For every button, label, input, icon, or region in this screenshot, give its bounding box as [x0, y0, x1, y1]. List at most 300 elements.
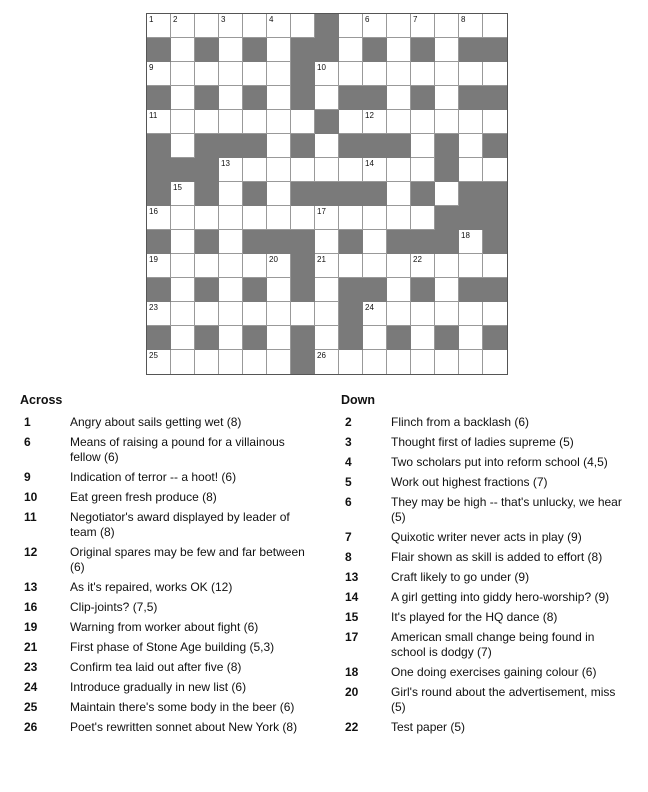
- black-square: [315, 14, 339, 38]
- down-heading: Down: [341, 393, 376, 407]
- clue-text: It's played for the HQ dance (8): [391, 610, 558, 624]
- black-square: [291, 254, 315, 278]
- clue-number: 24: [365, 303, 374, 312]
- down-clue-7[interactable]: [341, 530, 631, 545]
- grid-cell[interactable]: [387, 62, 411, 86]
- clue-text: Negotiator's award displayed by leader of team (8): [70, 510, 290, 539]
- grid-cell[interactable]: [219, 62, 243, 86]
- down-clue-8[interactable]: [341, 550, 631, 565]
- down-clue-5[interactable]: [341, 475, 631, 490]
- across-clue-6[interactable]: [20, 435, 316, 465]
- grid-cell[interactable]: [219, 230, 243, 254]
- grid-cell[interactable]: [267, 38, 291, 62]
- grid-cell[interactable]: [363, 230, 387, 254]
- black-square: [243, 86, 267, 110]
- grid-cell[interactable]: [147, 254, 171, 278]
- down-clue-18[interactable]: [341, 665, 631, 680]
- grid-cell[interactable]: [171, 278, 195, 302]
- grid-cell[interactable]: [171, 302, 195, 326]
- grid-cell[interactable]: [459, 110, 483, 134]
- grid-cell[interactable]: [363, 14, 387, 38]
- clue-number-label: 7: [345, 530, 352, 544]
- grid-cell[interactable]: [291, 302, 315, 326]
- grid-cell[interactable]: [387, 38, 411, 62]
- across-clue-25[interactable]: [20, 700, 316, 715]
- grid-cell[interactable]: [219, 350, 243, 374]
- clue-number: 16: [149, 207, 158, 216]
- black-square: [483, 206, 507, 230]
- grid-cell[interactable]: [435, 38, 459, 62]
- grid-cell[interactable]: [483, 62, 507, 86]
- grid-cell[interactable]: [435, 278, 459, 302]
- black-square: [195, 86, 219, 110]
- black-square: [483, 230, 507, 254]
- grid-cell[interactable]: [267, 182, 291, 206]
- grid-cell[interactable]: [339, 14, 363, 38]
- grid-cell[interactable]: [267, 350, 291, 374]
- grid-cell[interactable]: [219, 14, 243, 38]
- grid-cell[interactable]: [171, 14, 195, 38]
- black-square: [195, 278, 219, 302]
- grid-cell[interactable]: [267, 326, 291, 350]
- grid-cell[interactable]: [315, 62, 339, 86]
- grid-cell[interactable]: [339, 38, 363, 62]
- grid-cell[interactable]: [459, 158, 483, 182]
- grid-cell[interactable]: [411, 134, 435, 158]
- grid-cell[interactable]: [243, 254, 267, 278]
- grid-cell[interactable]: [243, 62, 267, 86]
- grid-cell[interactable]: [411, 110, 435, 134]
- grid-cell[interactable]: [411, 62, 435, 86]
- across-clue-21[interactable]: [20, 640, 316, 655]
- clue-text: Poet's rewritten sonnet about New York (8): [70, 720, 298, 734]
- grid-cell[interactable]: [171, 182, 195, 206]
- grid-cell[interactable]: [339, 206, 363, 230]
- clue-number-label: 2: [345, 415, 352, 429]
- clue-number-label: 11: [24, 510, 37, 524]
- black-square: [339, 182, 363, 206]
- grid-cell[interactable]: [147, 110, 171, 134]
- black-square: [147, 182, 171, 206]
- grid-cell[interactable]: [483, 14, 507, 38]
- across-clue-26[interactable]: [20, 720, 316, 735]
- clue-number-label: 16: [24, 600, 38, 614]
- grid-cell[interactable]: [291, 206, 315, 230]
- grid-cell[interactable]: [267, 110, 291, 134]
- grid-cell[interactable]: [483, 254, 507, 278]
- grid-cell[interactable]: [243, 14, 267, 38]
- across-clue-12[interactable]: [20, 545, 316, 575]
- clue-number: 13: [221, 159, 230, 168]
- grid-cell[interactable]: [243, 302, 267, 326]
- clue-number-label: 5: [345, 475, 352, 489]
- clue-text: Flair shown as skill is added to effort (8): [391, 550, 603, 564]
- grid-cell[interactable]: [219, 86, 243, 110]
- clue-text: Maintain there's some body in the beer (6): [70, 700, 295, 714]
- grid-cell[interactable]: [483, 110, 507, 134]
- grid-cell[interactable]: [411, 350, 435, 374]
- across-clue-1[interactable]: [20, 415, 316, 430]
- grid-cell[interactable]: [483, 302, 507, 326]
- grid-cell[interactable]: [219, 110, 243, 134]
- grid-cell[interactable]: [363, 206, 387, 230]
- grid-cell[interactable]: [195, 206, 219, 230]
- black-square: [291, 230, 315, 254]
- grid-cell[interactable]: [459, 62, 483, 86]
- grid-cell[interactable]: [315, 86, 339, 110]
- grid-cell[interactable]: [267, 278, 291, 302]
- grid-cell[interactable]: [219, 278, 243, 302]
- grid-cell[interactable]: [171, 254, 195, 278]
- grid-cell[interactable]: [387, 110, 411, 134]
- black-square: [195, 230, 219, 254]
- grid-cell[interactable]: [435, 14, 459, 38]
- black-square: [459, 278, 483, 302]
- black-square: [195, 134, 219, 158]
- clue-text: Craft likely to go under (9): [391, 570, 530, 584]
- black-square: [483, 326, 507, 350]
- black-square: [291, 278, 315, 302]
- grid-cell[interactable]: [483, 350, 507, 374]
- grid-cell[interactable]: [339, 350, 363, 374]
- black-square: [243, 326, 267, 350]
- black-square: [387, 230, 411, 254]
- grid-cell[interactable]: [267, 254, 291, 278]
- grid-cell[interactable]: [219, 302, 243, 326]
- black-square: [363, 278, 387, 302]
- grid-cell[interactable]: [147, 302, 171, 326]
- clue-text: Original spares may be few and far between (6): [70, 545, 305, 574]
- grid-cell[interactable]: [315, 254, 339, 278]
- across-clue-10[interactable]: [20, 490, 316, 505]
- grid-cell[interactable]: [459, 134, 483, 158]
- clue-number-label: 13: [24, 580, 38, 594]
- black-square: [267, 230, 291, 254]
- clue-number: 15: [173, 183, 182, 192]
- black-square: [195, 38, 219, 62]
- clue-number-label: 24: [24, 680, 38, 694]
- clue-text: Girl's round about the advertisement, miss (5): [391, 685, 616, 714]
- grid-cell[interactable]: [435, 110, 459, 134]
- grid-cell[interactable]: [243, 350, 267, 374]
- grid-cell[interactable]: [459, 14, 483, 38]
- black-square: [435, 158, 459, 182]
- clue-number-label: 3: [345, 435, 352, 449]
- grid-cell[interactable]: [387, 86, 411, 110]
- clue-number: 23: [149, 303, 158, 312]
- across-clue-23[interactable]: [20, 660, 316, 675]
- clue-number: 12: [365, 111, 374, 120]
- grid-cell[interactable]: [387, 350, 411, 374]
- black-square: [219, 134, 243, 158]
- grid-cell[interactable]: [171, 350, 195, 374]
- across-clue-16[interactable]: [20, 600, 316, 615]
- down-clue-17[interactable]: [341, 630, 631, 660]
- black-square: [339, 302, 363, 326]
- grid-cell[interactable]: [171, 326, 195, 350]
- grid-cell[interactable]: [363, 302, 387, 326]
- black-square: [147, 134, 171, 158]
- grid-cell[interactable]: [387, 302, 411, 326]
- grid-cell[interactable]: [219, 182, 243, 206]
- grid-cell[interactable]: [315, 302, 339, 326]
- down-clue-13[interactable]: [341, 570, 631, 585]
- clue-number: 7: [413, 15, 418, 24]
- black-square: [459, 38, 483, 62]
- grid-cell[interactable]: [147, 350, 171, 374]
- grid-cell[interactable]: [267, 14, 291, 38]
- grid-cell[interactable]: [219, 206, 243, 230]
- grid-cell[interactable]: [339, 110, 363, 134]
- grid-cell[interactable]: [459, 230, 483, 254]
- grid-cell[interactable]: [243, 206, 267, 230]
- grid-cell[interactable]: [363, 62, 387, 86]
- grid-cell[interactable]: [291, 110, 315, 134]
- grid-cell[interactable]: [171, 38, 195, 62]
- clue-number: 19: [149, 255, 158, 264]
- grid-cell[interactable]: [243, 110, 267, 134]
- black-square: [387, 326, 411, 350]
- grid-cell[interactable]: [267, 62, 291, 86]
- clue-number-label: 17: [345, 630, 359, 644]
- grid-cell[interactable]: [171, 230, 195, 254]
- grid-cell[interactable]: [315, 230, 339, 254]
- black-square: [483, 86, 507, 110]
- grid-cell[interactable]: [219, 326, 243, 350]
- across-clue-11[interactable]: [20, 510, 316, 540]
- grid-cell[interactable]: [171, 134, 195, 158]
- grid-cell[interactable]: [435, 302, 459, 326]
- clue-number: 26: [317, 351, 326, 360]
- grid-cell[interactable]: [339, 62, 363, 86]
- down-clues: [341, 393, 631, 740]
- grid-cell[interactable]: [363, 326, 387, 350]
- black-square: [435, 230, 459, 254]
- clue-text: Two scholars put into reform school (4,5): [391, 455, 608, 469]
- black-square: [243, 230, 267, 254]
- crossword-grid[interactable]: [146, 13, 508, 375]
- grid-cell[interactable]: [411, 254, 435, 278]
- black-square: [339, 86, 363, 110]
- black-square: [291, 86, 315, 110]
- grid-cell[interactable]: [267, 158, 291, 182]
- down-clue-15[interactable]: [341, 610, 631, 625]
- black-square: [339, 230, 363, 254]
- grid-cell[interactable]: [411, 14, 435, 38]
- clue-number-label: 19: [24, 620, 38, 634]
- grid-cell[interactable]: [411, 326, 435, 350]
- grid-cell[interactable]: [171, 86, 195, 110]
- black-square: [315, 38, 339, 62]
- grid-cell[interactable]: [267, 134, 291, 158]
- clue-text: Means of raising a pound for a villainous fellow (6): [70, 435, 285, 464]
- across-clues: [20, 393, 316, 740]
- grid-cell[interactable]: [195, 14, 219, 38]
- grid-cell[interactable]: [315, 158, 339, 182]
- grid-cell[interactable]: [387, 182, 411, 206]
- clue-text: Eat green fresh produce (8): [70, 490, 217, 504]
- grid-cell[interactable]: [315, 326, 339, 350]
- clue-number: 3: [221, 15, 226, 24]
- black-square: [147, 278, 171, 302]
- black-square: [339, 134, 363, 158]
- grid-cell[interactable]: [387, 278, 411, 302]
- grid-cell[interactable]: [147, 14, 171, 38]
- grid-cell[interactable]: [267, 86, 291, 110]
- grid-cell[interactable]: [147, 206, 171, 230]
- black-square: [459, 206, 483, 230]
- clue-number-label: 9: [24, 470, 31, 484]
- black-square: [411, 86, 435, 110]
- grid-cell[interactable]: [195, 254, 219, 278]
- down-clue-6[interactable]: [341, 495, 631, 525]
- grid-cell[interactable]: [483, 158, 507, 182]
- clue-number: 4: [269, 15, 274, 24]
- black-square: [243, 134, 267, 158]
- clue-text: Quixotic writer never acts in play (9): [391, 530, 582, 544]
- black-square: [435, 134, 459, 158]
- grid-cell[interactable]: [291, 158, 315, 182]
- grid-cell[interactable]: [435, 62, 459, 86]
- clue-text: American small change being found in school is dodgy (7): [391, 630, 595, 659]
- grid-cell[interactable]: [387, 14, 411, 38]
- grid-cell[interactable]: [459, 326, 483, 350]
- grid-cell[interactable]: [411, 206, 435, 230]
- grid-cell[interactable]: [291, 14, 315, 38]
- grid-cell[interactable]: [219, 158, 243, 182]
- black-square: [291, 326, 315, 350]
- grid-cell[interactable]: [267, 206, 291, 230]
- black-square: [147, 326, 171, 350]
- grid-cell[interactable]: [459, 302, 483, 326]
- clue-number-label: 8: [345, 550, 352, 564]
- grid-cell[interactable]: [339, 158, 363, 182]
- clue-number: 18: [461, 231, 470, 240]
- grid-cell[interactable]: [435, 86, 459, 110]
- grid-cell[interactable]: [315, 206, 339, 230]
- clue-number-label: 18: [345, 665, 359, 679]
- black-square: [459, 182, 483, 206]
- down-clue-14[interactable]: [341, 590, 631, 605]
- across-clue-13[interactable]: [20, 580, 316, 595]
- grid-cell[interactable]: [459, 254, 483, 278]
- black-square: [243, 38, 267, 62]
- grid-cell[interactable]: [147, 62, 171, 86]
- black-square: [291, 350, 315, 374]
- black-square: [291, 182, 315, 206]
- grid-cell[interactable]: [435, 350, 459, 374]
- grid-cell[interactable]: [387, 206, 411, 230]
- grid-cell[interactable]: [363, 110, 387, 134]
- grid-cell[interactable]: [195, 110, 219, 134]
- clue-text: Introduce gradually in new list (6): [70, 680, 247, 694]
- grid-cell[interactable]: [435, 182, 459, 206]
- across-heading: Across: [20, 393, 63, 407]
- black-square: [243, 182, 267, 206]
- grid-cell[interactable]: [267, 302, 291, 326]
- grid-cell[interactable]: [387, 254, 411, 278]
- clue-number-label: 12: [24, 545, 38, 559]
- grid-cell[interactable]: [363, 158, 387, 182]
- black-square: [147, 38, 171, 62]
- clue-number: 20: [269, 255, 278, 264]
- clue-text: First phase of Stone Age building (5,3): [70, 640, 275, 654]
- grid-cell[interactable]: [219, 38, 243, 62]
- black-square: [195, 158, 219, 182]
- clue-number-label: 23: [24, 660, 38, 674]
- grid-cell[interactable]: [171, 62, 195, 86]
- clue-text: Indication of terror -- a hoot! (6): [70, 470, 237, 484]
- across-clue-24[interactable]: [20, 680, 316, 695]
- clue-number: 2: [173, 15, 178, 24]
- clue-text: A girl getting into giddy hero-worship? (9): [391, 590, 610, 604]
- clue-text: One doing exercises gaining colour (6): [391, 665, 597, 679]
- clue-text: As it's repaired, works OK (12): [70, 580, 233, 594]
- clue-number-label: 26: [24, 720, 38, 734]
- grid-cell[interactable]: [171, 110, 195, 134]
- across-clue-list: [20, 415, 316, 735]
- black-square: [339, 326, 363, 350]
- black-square: [411, 278, 435, 302]
- grid-cell[interactable]: [411, 158, 435, 182]
- black-square: [387, 134, 411, 158]
- down-clue-3[interactable]: [341, 435, 631, 450]
- down-clue-4[interactable]: [341, 455, 631, 470]
- grid-cell[interactable]: [459, 350, 483, 374]
- clue-number-label: 15: [345, 610, 359, 624]
- grid-cell[interactable]: [195, 350, 219, 374]
- grid-cell[interactable]: [243, 158, 267, 182]
- across-clue-9[interactable]: [20, 470, 316, 485]
- black-square: [339, 278, 363, 302]
- clue-number-label: 21: [24, 640, 38, 654]
- clue-text: Confirm tea laid out after five (8): [70, 660, 242, 674]
- clue-number: 17: [317, 207, 326, 216]
- black-square: [147, 86, 171, 110]
- clue-number: 25: [149, 351, 158, 360]
- grid-cell[interactable]: [387, 158, 411, 182]
- grid-cell[interactable]: [363, 254, 387, 278]
- grid-cell[interactable]: [315, 134, 339, 158]
- clue-number-label: 25: [24, 700, 38, 714]
- across-clue-19[interactable]: [20, 620, 316, 635]
- grid-cell[interactable]: [219, 254, 243, 278]
- grid-cell[interactable]: [411, 302, 435, 326]
- grid-cell[interactable]: [195, 302, 219, 326]
- grid-cell[interactable]: [171, 206, 195, 230]
- down-clue-20[interactable]: [341, 685, 631, 715]
- black-square: [435, 206, 459, 230]
- black-square: [411, 38, 435, 62]
- grid-cell[interactable]: [435, 254, 459, 278]
- clue-text: Clip-joints? (7,5): [70, 600, 158, 614]
- clue-number-label: 6: [345, 495, 352, 509]
- clue-number-label: 4: [345, 455, 352, 469]
- grid-cell[interactable]: [315, 350, 339, 374]
- clue-number-label: 20: [345, 685, 359, 699]
- clue-text: Angry about sails getting wet (8): [70, 415, 242, 429]
- grid-cell[interactable]: [363, 350, 387, 374]
- down-clue-22[interactable]: [341, 720, 631, 735]
- down-clue-2[interactable]: [341, 415, 631, 430]
- grid-cell[interactable]: [315, 278, 339, 302]
- clue-text: They may be high -- that's unlucky, we hear (5): [391, 495, 622, 524]
- black-square: [315, 110, 339, 134]
- black-square: [243, 278, 267, 302]
- grid-cell[interactable]: [195, 62, 219, 86]
- grid-cell[interactable]: [339, 254, 363, 278]
- clue-number: 11: [149, 111, 158, 120]
